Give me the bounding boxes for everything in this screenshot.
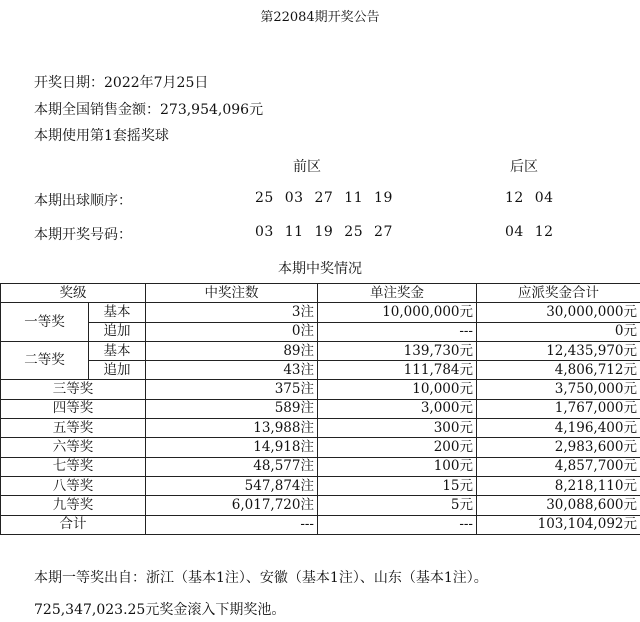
count-cell: 0注 — [146, 322, 318, 341]
table-row — [1, 457, 640, 476]
sub-level-cell: 基本 — [89, 303, 146, 322]
level-cell: 一等奖 — [1, 303, 89, 342]
total-cell: 30,088,600元 — [477, 496, 640, 515]
count-cell: 547,874注 — [146, 476, 318, 495]
header-count: 中奖注数 — [146, 284, 318, 303]
ball-set: 本期使用第1套摇奖球 — [34, 128, 169, 144]
table-row — [1, 399, 640, 418]
table-row — [1, 476, 640, 495]
count-cell: 6,017,720注 — [146, 496, 318, 515]
draw-order-back: 12 04 — [505, 190, 554, 206]
table-total-row — [1, 515, 640, 534]
prize-table — [0, 283, 640, 535]
table-row — [1, 380, 640, 399]
prize-cell: 111,784元 — [318, 361, 477, 380]
draw-order-label: 本期出球顺序： — [34, 193, 132, 209]
total-cell: 4,806,712元 — [477, 361, 640, 380]
back-zone-header: 后区 — [510, 159, 538, 175]
prize-cell: --- — [318, 515, 477, 534]
count-cell: 3注 — [146, 303, 318, 322]
page-title: 第22084期开奖公告 — [260, 10, 380, 25]
total-cell: 4,857,700元 — [477, 457, 640, 476]
prize-cell: 10,000,000元 — [318, 303, 477, 322]
total-cell: 1,767,000元 — [477, 399, 640, 418]
table-row — [1, 419, 640, 438]
prize-cell: 100元 — [318, 457, 477, 476]
prize-cell: 10,000元 — [318, 380, 477, 399]
rollover-amount: 725,347,023.25元奖金滚入下期奖池。 — [34, 602, 286, 618]
count-cell: 589注 — [146, 399, 318, 418]
total-cell: 30,000,000元 — [477, 303, 640, 322]
total-cell: 8,218,110元 — [477, 476, 640, 495]
count-cell: 13,988注 — [146, 419, 318, 438]
front-zone-header: 前区 — [293, 159, 321, 175]
header-total: 应派奖金合计 — [477, 284, 640, 303]
level-cell: 四等奖 — [1, 399, 146, 418]
sub-level-cell: 追加 — [89, 361, 146, 380]
total-cell: 103,104,092元 — [477, 515, 640, 534]
draw-date: 开奖日期：2022年7月25日 — [34, 75, 209, 91]
count-cell: --- — [146, 515, 318, 534]
total-cell: 12,435,970元 — [477, 341, 640, 360]
table-header-row — [1, 284, 640, 303]
table-row — [1, 322, 640, 341]
level-cell: 合计 — [1, 515, 146, 534]
total-cell: 0元 — [477, 322, 640, 341]
prize-cell: 5元 — [318, 496, 477, 515]
level-cell: 二等奖 — [1, 341, 89, 380]
header-level: 奖级 — [1, 284, 146, 303]
count-cell: 375注 — [146, 380, 318, 399]
table-row — [1, 303, 640, 322]
prize-cell: 139,730元 — [318, 341, 477, 360]
prize-cell: --- — [318, 322, 477, 341]
table-row — [1, 438, 640, 457]
total-cell: 3,750,000元 — [477, 380, 640, 399]
level-cell: 五等奖 — [1, 419, 146, 438]
prize-cell: 300元 — [318, 419, 477, 438]
prize-cell: 15元 — [318, 476, 477, 495]
table-row — [1, 361, 640, 380]
count-cell: 43注 — [146, 361, 318, 380]
winning-number-label: 本期开奖号码： — [34, 227, 132, 243]
count-cell: 89注 — [146, 341, 318, 360]
total-cell: 2,983,600元 — [477, 438, 640, 457]
prize-cell: 200元 — [318, 438, 477, 457]
level-cell: 三等奖 — [1, 380, 146, 399]
prize-cell: 3,000元 — [318, 399, 477, 418]
prize-section-title: 本期中奖情况 — [278, 261, 362, 277]
draw-order-front: 25 03 27 11 19 — [255, 190, 393, 206]
level-cell: 九等奖 — [1, 496, 146, 515]
table-row — [1, 341, 640, 360]
winning-number-back: 04 12 — [505, 224, 554, 240]
table-row — [1, 496, 640, 515]
winning-number-front: 03 11 19 25 27 — [255, 224, 393, 240]
header-prize: 单注奖金 — [318, 284, 477, 303]
sales-amount: 本期全国销售金额：273,954,096元 — [34, 102, 264, 118]
sub-level-cell: 基本 — [89, 341, 146, 360]
total-cell: 4,196,400元 — [477, 419, 640, 438]
sub-level-cell: 追加 — [89, 322, 146, 341]
level-cell: 六等奖 — [1, 438, 146, 457]
count-cell: 14,918注 — [146, 438, 318, 457]
first-prize-origin: 本期一等奖出自：浙江（基本1注）、安徽（基本1注）、山东（基本1注）。 — [34, 570, 488, 586]
level-cell: 七等奖 — [1, 457, 146, 476]
level-cell: 八等奖 — [1, 476, 146, 495]
count-cell: 48,577注 — [146, 457, 318, 476]
